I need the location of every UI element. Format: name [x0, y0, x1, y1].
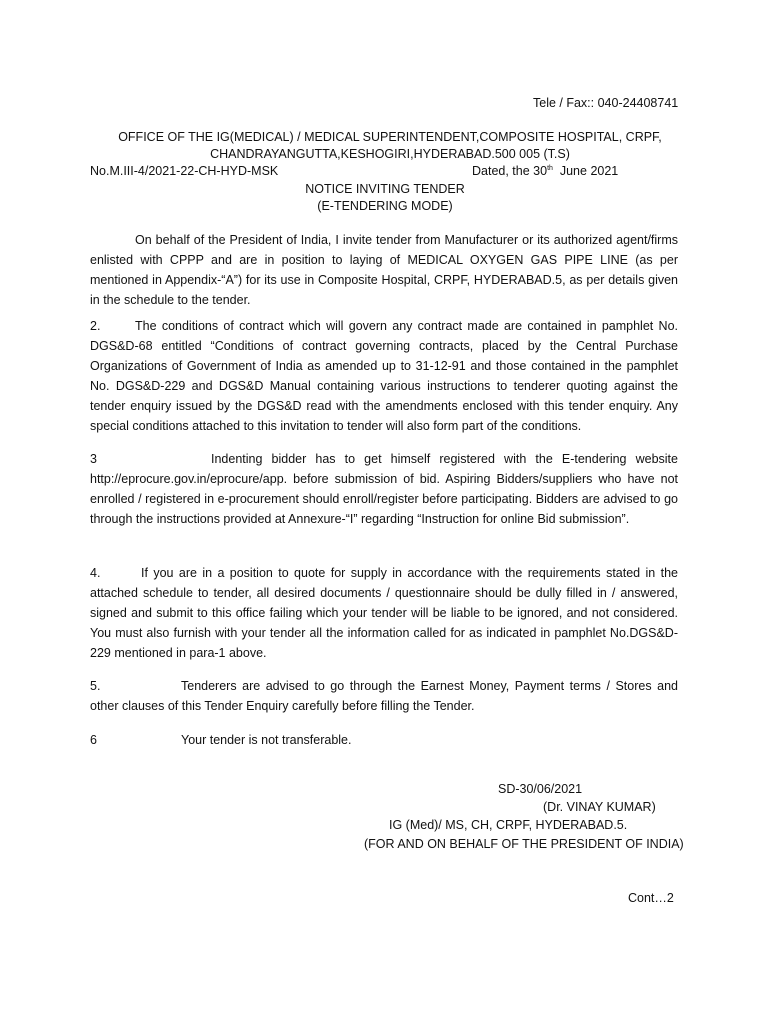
paragraph-4 — [90, 563, 678, 663]
paragraph-3-text: Indenting bidder has to get himself registered with the E-tendering website http://eprocure.gov.in/eprocure/app. before submission of bid. Aspiring Bidders/suppliers who have not enrolled / registered in e-procurement should enroll/register before participating. Bidders are advised to go through the instructions provided at Annexure-“I” regarding “Instruction for online Bid submission”. — [90, 452, 678, 526]
date-prefix: Dated, the 30 — [472, 164, 548, 178]
paragraph-6-text: Your tender is not transferable. — [181, 733, 352, 747]
on-behalf-line: (FOR AND ON BEHALF OF THE PRESIDENT OF INDIA) — [364, 837, 684, 851]
telefax: Tele / Fax:: 040-24408741 — [533, 96, 679, 110]
date-suffix: June 2021 — [559, 164, 619, 178]
office-line-1: OFFICE OF THE IG(MEDICAL) / MEDICAL SUPERINTENDENT,COMPOSITE HOSPITAL, CRPF, — [118, 130, 662, 144]
paragraph-4-number: 4. — [90, 566, 101, 580]
notice-title: NOTICE INVITING TENDER — [305, 182, 465, 196]
office-line-2: CHANDRAYANGUTTA,KESHOGIRI,HYDERABAD.500 005 (T.S) — [210, 147, 570, 161]
paragraph-3 — [90, 449, 678, 529]
paragraph-5-number: 5. — [90, 679, 101, 693]
notice-subtitle: (E-TENDERING MODE) — [317, 199, 453, 213]
paragraph-3-number: 3 — [90, 452, 97, 466]
paragraph-6-number: 6 — [90, 733, 97, 747]
date-superscript: th — [547, 164, 553, 172]
reference-number: No.M.III-4/2021-22-CH-HYD-MSK — [90, 164, 279, 178]
paragraph-6 — [90, 730, 678, 750]
paragraph-2-number: 2. — [90, 319, 101, 333]
continued-marker: Cont…2 — [628, 891, 674, 905]
paragraph-2-text: The conditions of contract which will govern any contract made are contained in pamphlet No. DGS&D-68 entitled “Conditions of contract governing contracts, placed by the Central Purchase Organizations of Government of India as amended up to 31-12-91 and those contained in the pamphlet No. DGS&D-229 and DGS&D Manual containing various instructions to tenderer quoting against the tender enquiry issued by the DGS&D read with the amendments enclosed with this tender enquiry. Any special conditions attached to this invitation to tender will also form part of the conditions. — [90, 319, 678, 433]
dated-line — [472, 161, 618, 181]
paragraph-5-text: Tenderers are advised to go through the Earnest Money, Payment terms / Stores and other clauses of this Tender Enquiry carefully before filling the Tender. — [90, 679, 678, 713]
paragraph-5 — [90, 676, 678, 716]
paragraph-4-text: If you are in a position to quote for supply in accordance with the requirements stated in the attached schedule to tender, all desired documents / questionnaire should be dully filled in / answered, signed and submit to this office failing which your tender will be liable to be ignored, and not considered. You must also furnish with your tender all the information called for as indicated in pamphlet No.DGS&D-229 mentioned in para-1 above. — [90, 566, 678, 660]
signatory-name: (Dr. VINAY KUMAR) — [543, 800, 656, 814]
signatory-designation: IG (Med)/ MS, CH, CRPF, HYDERABAD.5. — [389, 818, 628, 832]
paragraph-1: On behalf of the President of India, I invite tender from Manufacturer or its authorized agent/firms enlisted with CPPP and are in position to laying of MEDICAL OXYGEN GAS PIPE LINE (as per mentioned in Appendix-“A”) for its use in Composite Hospital, CRPF, HYDERABAD.5, as per details given in the schedule to the tender. — [90, 233, 678, 307]
paragraph-2 — [90, 316, 678, 436]
signature-date: SD-30/06/2021 — [498, 782, 583, 796]
